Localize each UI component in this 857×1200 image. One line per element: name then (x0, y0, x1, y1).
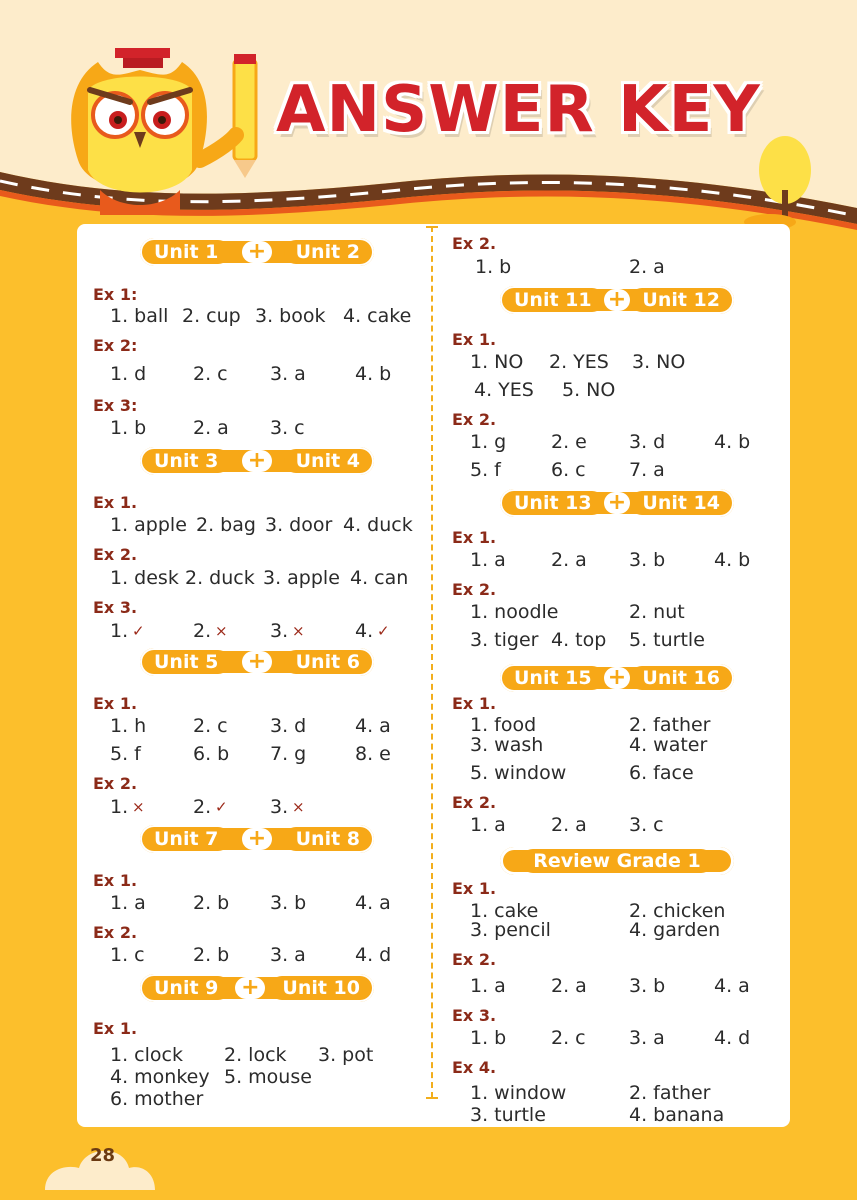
answer-item: 3. b (270, 892, 307, 914)
exercise-label: Ex 2. (452, 950, 497, 969)
answer-item: 2. (193, 620, 212, 642)
answer-item: 3. (270, 620, 289, 642)
pill-unit-a: Unit 3 (142, 449, 230, 473)
pill-review-label: Review Grade 1 (521, 849, 713, 873)
exercise-label: Ex 1. (452, 879, 497, 898)
answer-item: 1. clock (110, 1044, 183, 1066)
answer-item: 2. a (551, 549, 587, 571)
answer-item: 2. father (629, 714, 711, 736)
answer-item: 2. c (551, 1027, 586, 1049)
cross-icon: × (292, 798, 305, 816)
plus-icon: + (604, 289, 631, 311)
answer-item: 4. cake (343, 305, 412, 327)
unit-pill-15-16 (500, 664, 734, 692)
answer-item: 3. b (629, 975, 666, 997)
answer-item: 7. g (270, 743, 307, 765)
exercise-label: Ex 1. (452, 330, 497, 349)
answer-item: 6. b (193, 743, 230, 765)
answer-item: 2. chicken (629, 900, 726, 922)
plus-icon: + (242, 450, 272, 472)
pill-unit-a: Unit 7 (142, 827, 230, 851)
answer-item: 4. b (355, 363, 392, 385)
exercise-label: Ex 2. (93, 545, 138, 564)
cross-icon: × (292, 622, 305, 640)
check-icon: ✓ (132, 622, 145, 640)
answer-item: 2. duck (185, 567, 255, 589)
answer-item: 4. YES (474, 379, 534, 401)
answer-item: 2. nut (629, 601, 685, 623)
answer-item: 4. (355, 620, 374, 642)
answer-item: 2. a (629, 256, 665, 278)
answer-item: 3. turtle (470, 1104, 546, 1126)
answer-item: 4. b (714, 549, 751, 571)
answer-item: 3. NO (632, 351, 686, 373)
answer-item: 3. pencil (470, 919, 551, 941)
answer-item: 2. a (193, 417, 229, 439)
answer-item: 2. father (629, 1082, 711, 1104)
answer-item: 3. door (265, 514, 333, 536)
answer-item: 8. e (355, 743, 391, 765)
pill-unit-b: Unit 8 (284, 827, 372, 851)
answer-item: 3. b (629, 549, 666, 571)
answer-item: 3. apple (263, 567, 340, 589)
cross-icon: × (132, 798, 145, 816)
exercise-label: Ex 3. (93, 598, 138, 617)
answer-item: 4. top (551, 629, 607, 651)
answer-item: 1. b (475, 256, 512, 278)
answer-item: 5. mouse (224, 1066, 312, 1088)
pill-unit-b: Unit 16 (630, 666, 732, 690)
exercise-label: Ex 2. (452, 580, 497, 599)
divider-cap-bottom (426, 1097, 438, 1099)
pill-unit-a: Unit 9 (142, 976, 230, 1000)
answer-item: 7. a (629, 459, 665, 481)
answer-item: 1. a (470, 814, 506, 836)
pill-unit-b: Unit 12 (630, 288, 732, 312)
exercise-label: Ex 1. (93, 871, 138, 890)
exercise-label: Ex 3: (93, 396, 138, 415)
plus-icon: + (604, 667, 631, 689)
answer-item: 2. b (193, 944, 230, 966)
answer-item: 3. a (270, 944, 306, 966)
answer-item: 3. book (255, 305, 326, 327)
unit-pill-3-4 (140, 447, 374, 475)
answer-item: 1. NO (470, 351, 524, 373)
pill-unit-a: Unit 1 (142, 240, 230, 264)
answer-item: 2. c (193, 363, 228, 385)
check-icon: ✓ (377, 622, 390, 640)
answer-item: 2. cup (182, 305, 241, 327)
answer-item: 3. d (270, 715, 307, 737)
answer-item: 2. c (193, 715, 228, 737)
answer-item: 1. c (110, 944, 145, 966)
exercise-label: Ex 1: (93, 285, 138, 304)
answer-item: 1. window (470, 1082, 567, 1104)
exercise-label: Ex 2. (452, 793, 497, 812)
answer-item: 6. c (551, 459, 586, 481)
answer-item: 4. garden (629, 919, 721, 941)
answer-item: 4. can (350, 567, 409, 589)
answer-item: 5. f (110, 743, 141, 765)
answer-item: 3. wash (470, 734, 544, 756)
answer-item: 1. food (470, 714, 537, 736)
exercise-label: Ex 1. (93, 694, 138, 713)
answer-item: 4. duck (343, 514, 413, 536)
answer-item: 4. a (355, 715, 391, 737)
unit-pill-1-2 (140, 238, 374, 266)
answer-item: 6. face (629, 762, 694, 784)
plus-icon: + (242, 651, 272, 673)
answer-item: 5. NO (562, 379, 616, 401)
answer-item: 1. a (470, 975, 506, 997)
column-divider (431, 226, 433, 1098)
answer-item: 2. e (551, 431, 587, 453)
answer-item: 2. b (193, 892, 230, 914)
answer-item: 3. tiger (470, 629, 539, 651)
answer-item: 2. a (551, 975, 587, 997)
answer-item: 1. h (110, 715, 147, 737)
answer-item: 3. a (270, 363, 306, 385)
answer-item: 4. a (355, 892, 391, 914)
answer-item: 4. a (714, 975, 750, 997)
answer-item: 1. noodle (470, 601, 559, 623)
page-number: 28 (90, 1145, 116, 1166)
answer-item: 4. b (714, 431, 751, 453)
answer-item: 4. banana (629, 1104, 725, 1126)
pill-unit-b: Unit 10 (270, 976, 372, 1000)
owl-mascot-icon (60, 40, 270, 230)
answer-item: 3. pot (318, 1044, 374, 1066)
plus-icon: + (235, 977, 265, 999)
exercise-label: Ex 2. (452, 234, 497, 253)
answer-item: 2. bag (196, 514, 256, 536)
answer-item: 1. (110, 620, 129, 642)
answer-item: 3. (270, 796, 289, 818)
answer-item: 1. apple (110, 514, 187, 536)
answer-item: 3. c (270, 417, 305, 439)
exercise-label: Ex 1. (93, 1019, 138, 1038)
pill-unit-a: Unit 15 (502, 666, 604, 690)
review-grade-pill (500, 847, 734, 875)
divider-cap-top (426, 226, 438, 228)
answer-item: 4. d (355, 944, 392, 966)
answer-item: 4. monkey (110, 1066, 210, 1088)
unit-pill-7-8 (140, 825, 374, 853)
answer-item: 1. g (470, 431, 507, 453)
answer-item: 2. a (551, 814, 587, 836)
pill-unit-b: Unit 6 (284, 650, 372, 674)
answer-item: 1. (110, 796, 129, 818)
cross-icon: × (215, 622, 228, 640)
check-icon: ✓ (215, 798, 228, 816)
pill-unit-b: Unit 2 (284, 240, 372, 264)
pill-unit-b: Unit 4 (284, 449, 372, 473)
unit-pill-9-10 (140, 974, 374, 1002)
answer-item: 5. f (470, 459, 501, 481)
exercise-label: Ex 2: (93, 336, 138, 355)
unit-pill-5-6 (140, 648, 374, 676)
exercise-label: Ex 2. (452, 410, 497, 429)
page-title: ANSWER KEY (276, 73, 761, 147)
answer-item: 4. water (629, 734, 708, 756)
exercise-label: Ex 1. (93, 493, 138, 512)
answer-item: 1. desk (110, 567, 179, 589)
pill-unit-a: Unit 5 (142, 650, 230, 674)
exercise-label: Ex 2. (93, 923, 138, 942)
unit-pill-13-14 (500, 489, 734, 517)
answer-item: 1. cake (470, 900, 539, 922)
exercise-label: Ex 1. (452, 694, 497, 713)
answer-item: 2. YES (549, 351, 609, 373)
answer-item: 1. d (110, 363, 147, 385)
unit-pill-11-12 (500, 286, 734, 314)
answer-item: 5. window (470, 762, 567, 784)
answer-item: 1. b (110, 417, 147, 439)
plus-icon: + (604, 492, 631, 514)
answer-item: 1. a (470, 549, 506, 571)
exercise-label: Ex 4. (452, 1058, 497, 1077)
answer-item: 5. turtle (629, 629, 705, 651)
answer-item: 2. (193, 796, 212, 818)
exercise-label: Ex 3. (452, 1006, 497, 1025)
answer-item: 1. ball (110, 305, 169, 327)
plus-icon: + (242, 241, 272, 263)
answer-item: 1. a (110, 892, 146, 914)
pill-unit-a: Unit 13 (502, 491, 604, 515)
exercise-label: Ex 2. (93, 774, 138, 793)
answer-item: 3. d (629, 431, 666, 453)
answer-item: 3. a (629, 1027, 665, 1049)
pill-unit-b: Unit 14 (630, 491, 732, 515)
answer-item: 1. b (470, 1027, 507, 1049)
answer-item: 2. lock (224, 1044, 287, 1066)
answer-item: 3. c (629, 814, 664, 836)
answer-item: 4. d (714, 1027, 751, 1049)
answer-item: 6. mother (110, 1088, 204, 1110)
pill-unit-a: Unit 11 (502, 288, 604, 312)
exercise-label: Ex 1. (452, 528, 497, 547)
plus-icon: + (242, 828, 272, 850)
